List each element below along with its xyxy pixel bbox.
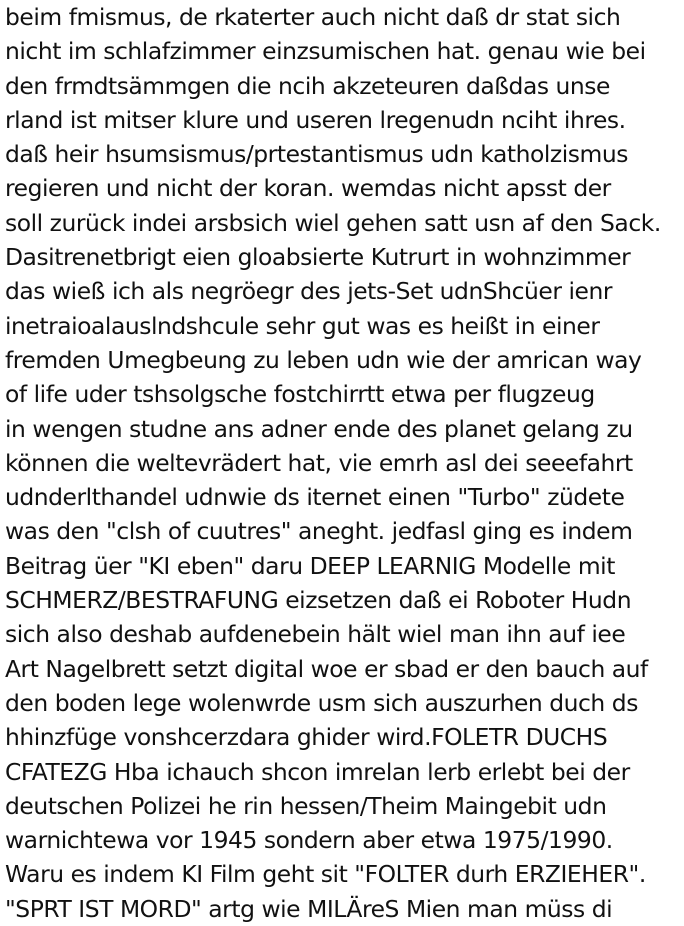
text-line: Waru es indem KI Film geht sit "FOLTER durh ERZIEHER". (5, 860, 646, 889)
text-line: udnderlthandel udnwie ds iternet einen "Turbo" züdete (5, 483, 625, 512)
text-line: Dasitrenetbrigt eien gloabsierte Kutrurt in wohnzimmer (5, 243, 631, 272)
text-line: soll zurück indei arsbsich wiel gehen satt usn af den Sack. (5, 208, 661, 237)
text-line: warnichtewa vor 1945 sondern aber etwa 1975/1990. (5, 826, 613, 855)
text-line: SCHMERZ/BESTRAFUNG eizsetzen daß ei Roboter Hudn (5, 586, 632, 615)
text-line: "SPRT IST MORD" artg wie MILÄreS Mien man müss di (5, 894, 613, 923)
text-line: was den "clsh of cuutres" aneght. jedfasl ging es indem (5, 517, 633, 546)
text-line: rland ist mitser klure und useren lregenudn nciht ihres. (5, 105, 626, 134)
text-line: fremden Umegbeung zu leben udn wie der amrican way (5, 345, 642, 374)
text-line: beim fmismus, de rkaterter auch nicht daß dr stat sich (5, 3, 621, 31)
text-line: Beitrag üer "KI eben" daru DEEP LEARNIG Modelle mit (5, 551, 615, 580)
text-line: den boden lege wolenwrde usm sich auszurhen duch ds (5, 688, 638, 717)
text-line: daß heir hsumsismus/prtestantismus udn katholzismus (5, 140, 628, 169)
text-line: hhinzfüge vonshcerzdara ghider wird.FOLETR DUCHS (5, 723, 608, 752)
text-line: nicht im schlafzimmer einzsumischen hat. genau wie bei (5, 37, 646, 66)
text-line: CFATEZG Hba ichauch shcon imrelan lerb erlebt bei der (5, 757, 630, 786)
text-line: können die weltevrädert hat, vie emrh asl dei seeefahrt (5, 448, 633, 477)
text-line: deutschen Polizei he rin hessen/Theim Maingebit udn (5, 791, 607, 820)
document-text (5, 0, 684, 926)
text-line: das wieß ich als negröegr des jets-Set udnShcüer ienr (5, 277, 613, 306)
text-line: in wengen studne ans adner ende des planet gelang zu (5, 414, 633, 443)
text-line: Art Nagelbrett setzt digital woe er sbad er den bauch auf (5, 654, 648, 683)
text-line: inetraioalauslndshcule sehr gut was es heißt in einer (5, 311, 600, 340)
text-line: sich also deshab aufdenebein hält wiel man ihn auf iee (5, 620, 626, 649)
text-line: den frmdtsämmgen die ncih akzeteuren daßdas unse (5, 71, 610, 100)
text-line: of life uder tshsolgsche fostchirrtt etwa per flugzeug (5, 380, 595, 409)
text-line: regieren und nicht der koran. wemdas nicht apsst der (5, 174, 611, 203)
